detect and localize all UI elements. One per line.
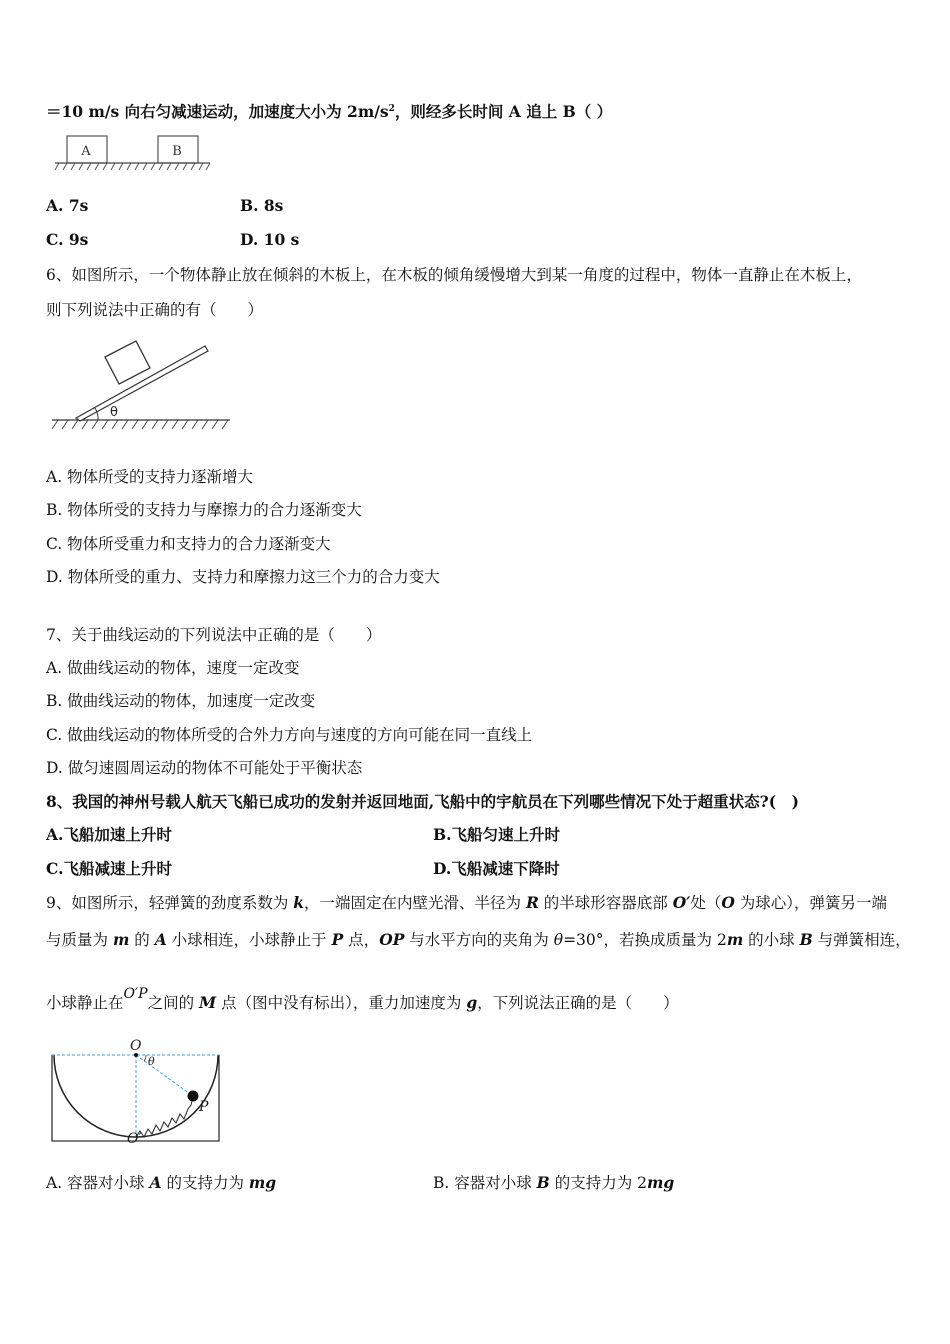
q5-stem-a: ＝10 m/s 向右匀减速运动，加速度大小为 2m/s bbox=[46, 102, 389, 121]
q5-box-a-label: A bbox=[81, 144, 91, 159]
q5-figure bbox=[55, 133, 215, 173]
q9-spring bbox=[136, 1097, 193, 1137]
q9-opt-b-pre: B. 容器对小球 bbox=[433, 1174, 537, 1192]
q9-l2-P: P bbox=[331, 930, 344, 949]
q9-opt-b-B: B bbox=[536, 1173, 550, 1192]
q9-l1-t1: 9、如图所示，轻弹簧的劲度系数为 bbox=[46, 894, 294, 912]
q9-stem-line3 bbox=[46, 986, 679, 1014]
q7-option-b[interactable]: B. 做曲线运动的物体，加速度一定改变 bbox=[46, 692, 316, 710]
q6-figure bbox=[50, 340, 235, 435]
q9-l2-t7: 的小球 bbox=[743, 931, 800, 949]
q9-option-a[interactable] bbox=[46, 1173, 276, 1193]
q9-l3-frac: O′P bbox=[123, 986, 148, 1002]
q9-l3-t3: 点（图中没有标出），重力加速度为 bbox=[216, 994, 467, 1012]
q9-l1-t5: 为球心），弹簧另一端 bbox=[734, 894, 888, 912]
q9-stem-line1 bbox=[46, 893, 887, 913]
q9-l1-R: R bbox=[525, 893, 539, 912]
q6-stem-line2: 则下列说法中正确的有（ ） bbox=[46, 301, 264, 319]
q9-label-O: O bbox=[130, 1038, 142, 1054]
q9-l2-t5: 与水平方向的夹角为 bbox=[404, 931, 554, 949]
q8-option-c[interactable]: C.飞船减速上升时 bbox=[46, 859, 172, 878]
q5-option-d[interactable]: D. 10 s bbox=[240, 230, 300, 249]
q9-angle-arc bbox=[144, 1055, 146, 1061]
q5-stem-b: ，则经多长时间 A 追上 B（ ） bbox=[394, 102, 613, 121]
q9-opt-a-val: mg bbox=[248, 1173, 277, 1192]
q8-stem: 8、我国的神州号载人航天飞船已成功的发射并返回地面,飞船中的宇航员在下列哪些情况下处于超重状态?( ) bbox=[46, 792, 799, 811]
q6-ground-hatch bbox=[52, 420, 228, 429]
q9-l3-g: g bbox=[466, 993, 478, 1012]
q9-ball bbox=[188, 1091, 199, 1102]
q9-l1-k: k bbox=[293, 893, 305, 912]
q5-ground-hatch bbox=[55, 163, 210, 170]
q5-stem-sup: 2 bbox=[388, 103, 395, 114]
q9-l2-B: B bbox=[799, 930, 813, 949]
q9-l2-t4: 点， bbox=[343, 931, 380, 949]
q6-option-c[interactable]: C. 物体所受重力和支持力的合力逐渐变大 bbox=[46, 535, 331, 553]
q9-l1-t2: ，一端固定在内壁光滑、半径为 bbox=[304, 894, 526, 912]
q9-l3-M: M bbox=[199, 993, 217, 1012]
q9-l3-t2: 之间的 bbox=[147, 994, 200, 1012]
q9-l2-OP: OP bbox=[379, 930, 405, 949]
q8-option-d[interactable]: D.飞船减速下降时 bbox=[433, 859, 560, 878]
q9-l2-t3: 小球相连，小球静止于 bbox=[166, 931, 332, 949]
q5-stem bbox=[46, 102, 612, 122]
q6-option-a[interactable]: A. 物体所受的支持力逐渐增大 bbox=[46, 468, 254, 486]
q9-l1-t3: 的半球形容器底部 bbox=[538, 894, 673, 912]
q9-l3-t4: ，下列说法正确的是（ ） bbox=[477, 994, 679, 1012]
q5-option-a[interactable]: A. 7s bbox=[46, 196, 89, 215]
q6-option-d[interactable]: D. 物体所受的重力、支持力和摩擦力这三个力的合力变大 bbox=[46, 568, 440, 586]
q8-option-a[interactable]: A.飞船加速上升时 bbox=[46, 825, 172, 844]
q6-block bbox=[105, 341, 150, 384]
q9-opt-a-mid: 的支持力为 bbox=[161, 1174, 249, 1192]
q6-option-b[interactable]: B. 物体所受的支持力与摩擦力的合力逐渐变大 bbox=[46, 501, 362, 519]
q9-l2-t8: 与弹簧相连， bbox=[812, 931, 911, 949]
q7-option-c[interactable]: C. 做曲线运动的物体所受的合外力方向与速度的方向可能在同一直线上 bbox=[46, 726, 533, 744]
q9-opt-b-mid: 的支持力为 2 bbox=[549, 1174, 647, 1192]
q9-figure bbox=[46, 1035, 226, 1147]
q9-l1-t4: 处（ bbox=[690, 894, 722, 912]
q9-label-O-prime: O′ bbox=[127, 1131, 142, 1147]
q9-l2-t2: 的 bbox=[129, 931, 155, 949]
q9-l3-t1: 小球静止在 bbox=[46, 994, 124, 1012]
q9-l2-t6: =30°，若换成质量为 2 bbox=[563, 931, 727, 949]
q6-angle-label: θ bbox=[110, 405, 118, 420]
q7-option-a[interactable]: A. 做曲线运动的物体，速度一定改变 bbox=[46, 659, 300, 677]
q6-stem-line1: 6、如图所示，一个物体静止放在倾斜的木板上，在木板的倾角缓慢增大到某一角度的过程中，物体一直静止在木板上， bbox=[46, 266, 862, 284]
q9-opt-a-pre: A. 容器对小球 bbox=[46, 1174, 150, 1192]
q9-l1-O1: O′ bbox=[672, 893, 691, 912]
q9-l2-A: A bbox=[154, 930, 167, 949]
q9-l2-t1: 与质量为 bbox=[46, 931, 113, 949]
q9-l2-m: m bbox=[112, 930, 130, 949]
q9-opt-a-A: A bbox=[149, 1173, 162, 1192]
q7-stem: 7、关于曲线运动的下列说法中正确的是（ ） bbox=[46, 626, 382, 644]
q9-op-dashed bbox=[136, 1055, 193, 1096]
q5-option-b[interactable]: B. 8s bbox=[240, 196, 284, 215]
q9-l2-m2: m bbox=[726, 930, 744, 949]
q9-stem-line2 bbox=[46, 930, 911, 950]
q9-option-b[interactable] bbox=[433, 1173, 674, 1193]
q8-option-b[interactable]: B.飞船匀速上升时 bbox=[433, 825, 560, 844]
q5-box-b-label: B bbox=[172, 144, 182, 159]
q7-option-d[interactable]: D. 做匀速圆周运动的物体不可能处于平衡状态 bbox=[46, 759, 363, 777]
q9-label-theta: θ bbox=[148, 1055, 155, 1068]
q5-option-c[interactable]: C. 9s bbox=[46, 230, 89, 249]
q9-l1-O2: O bbox=[721, 893, 735, 912]
q9-opt-b-val: mg bbox=[647, 1173, 675, 1192]
q9-label-P: P bbox=[199, 1099, 209, 1115]
q9-l2-theta: θ bbox=[553, 931, 564, 949]
